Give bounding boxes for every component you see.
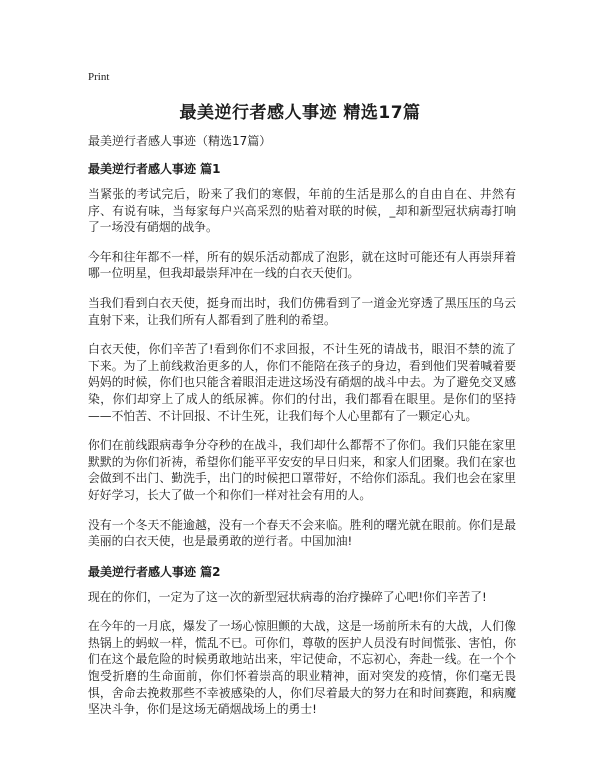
section-heading: 最美逆行者感人事迹 篇1 [88,162,221,176]
paragraph: 在今年的一月底，爆发了一场心惊胆颤的大战，这是一场前所未有的大战，人们像热锅上的蚂蚁一样，慌乱不已。可你们，尊敬的医护人员没有时间慌张、害怕，你们在这个最危险的时候勇敢地站出来，牢记使命，不忘初心，奔赴一线。在一个个饱受折磨的生命面前，你们怀着崇高的职业精神，面对突发的疫情，你们毫无畏惧，舍命去挽救那些不幸被感染的人，你们尽着最大的努力在和时间赛跑，和病魔坚决斗争，你们是这场无硝烟战场上的勇士! [88,619,516,717]
section-1 [88,160,516,550]
section-2 [88,563,516,718]
paragraph: 当我们看到白衣天使，挺身而出时，我们仿佛看到了一道金光穿透了黑压压的乌云直射下来，让我们所有人都看到了胜利的希望。 [88,295,516,327]
article-content [88,160,516,731]
paragraph: 当紧张的考试完后，盼来了我们的寒假，年前的生活是那么的自由自在、井然有序、有说有味，当每家每户兴高采烈的贴着对联的时候，_却和新型冠状病毒打响了一场没有硝烟的战争。 [88,187,516,235]
paragraph: 今年和往年都不一样，所有的娱乐活动都成了泡影，就在这时可能还有人再崇拜着哪一位明星，但我却最崇拜冲在一线的白衣天使们。 [88,249,516,281]
paragraph: 现在的你们，一定为了这一次的新型冠状病毒的治疗操碎了心吧!你们辛苦了! [88,589,487,604]
print-label[interactable]: Print [88,71,110,83]
page-subtitle: 最美逆行者感人事迹（精选17篇） [88,134,272,148]
paragraph: 白衣天使，你们辛苦了!看到你们不求回报，不计生死的请战书，眼泪不禁的流了下来。为了上前线救治更多的人，你们不能陪在孩子的身边，看到他们哭着喊着要妈妈的时候，你们也只能含着眼泪走进这场没有硝烟的战斗中去。为了避免交叉感染，你们却穿上了成人的纸尿裤。你们的付出，我们都看在眼里。是你们的坚持——不怕苦、不计回报、不计生死，让我们每个人心里都有了一颗定心丸。 [88,342,516,423]
paragraph: 你们在前线跟病毒争分夺秒的在战斗，我们却什么都帮不了你们。我们只能在家里默默的为你们祈祷，希望你们能平平安安的早日归来，和家人们团聚。我们在家也会做到不出门、勤洗手，出门的时候把口罩带好，不给你们添乱。我们也会在家里好好学习，长大了做一个和你们一样对社会有用的人。 [88,438,516,502]
paragraph: 没有一个冬天不能逾越，没有一个春天不会来临。胜利的曙光就在眼前。你们是最美丽的白衣天使，也是最勇敢的逆行者。中国加油! [88,517,516,549]
section-heading: 最美逆行者感人事迹 篇2 [88,564,221,579]
page-title: 最美逆行者感人事迹 精选17篇 [179,103,421,123]
